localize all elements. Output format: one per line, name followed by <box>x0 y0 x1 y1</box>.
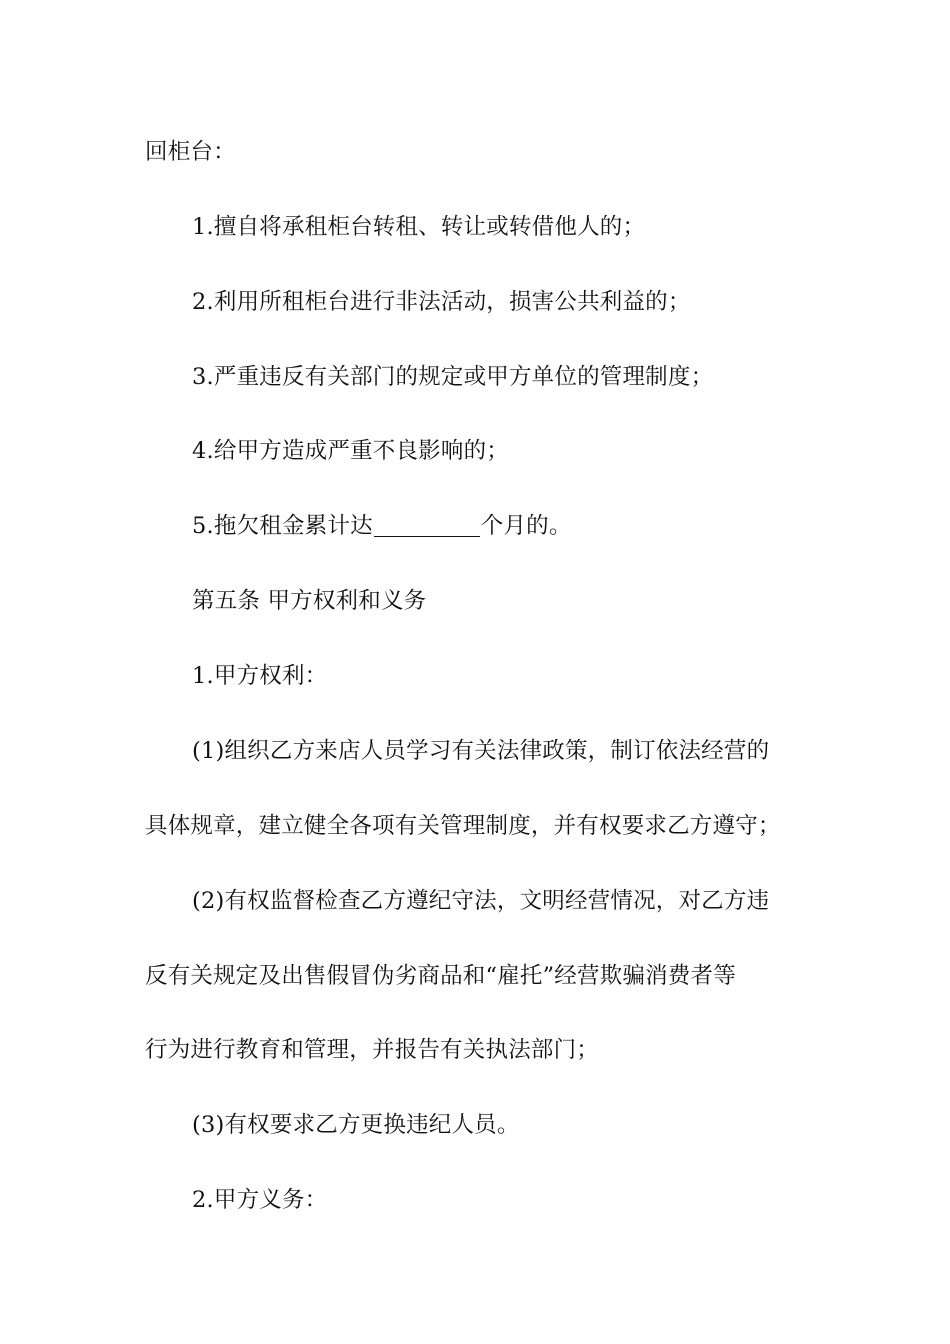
text-line: (2)有权监督检查乙方遵纪守法，文明经营情况，对乙方违 <box>192 888 770 914</box>
fill-in-blank <box>374 514 480 537</box>
list-item-text: 个月的。 <box>480 513 572 539</box>
section-heading: 第五条 甲方权利和义务 <box>192 588 427 614</box>
subsection-heading: 1.甲方权利： <box>192 663 328 689</box>
list-item: 3.严重违反有关部门的规定或甲方单位的管理制度； <box>192 364 714 390</box>
text-line: (1)组织乙方来店人员学习有关法律政策，制订依法经营的 <box>192 738 770 764</box>
list-item: 1.擅自将承租柜台转租、转让或转借他人的； <box>192 214 646 240</box>
list-item: 4.给甲方造成严重不良影响的； <box>192 438 509 464</box>
text-line: 行为进行教育和管理，并报告有关执法部门； <box>145 1037 600 1063</box>
subsection-heading: 2.甲方义务： <box>192 1187 328 1213</box>
list-item: 2.利用所租柜台进行非法活动，损害公共利益的； <box>192 289 691 315</box>
text-line: 反有关规定及出售假冒伪劣商品和“雇托”经营欺骗消费者等 <box>145 963 736 989</box>
text-line: (3)有权要求乙方更换违纪人员。 <box>192 1112 520 1138</box>
text-line: 具体规章，建立健全各项有关管理制度，并有权要求乙方遵守； <box>145 813 781 839</box>
text-line: 回柜台： <box>145 139 236 165</box>
list-item-text: 5.拖欠租金累计达 <box>192 513 373 539</box>
list-item <box>192 511 862 541</box>
